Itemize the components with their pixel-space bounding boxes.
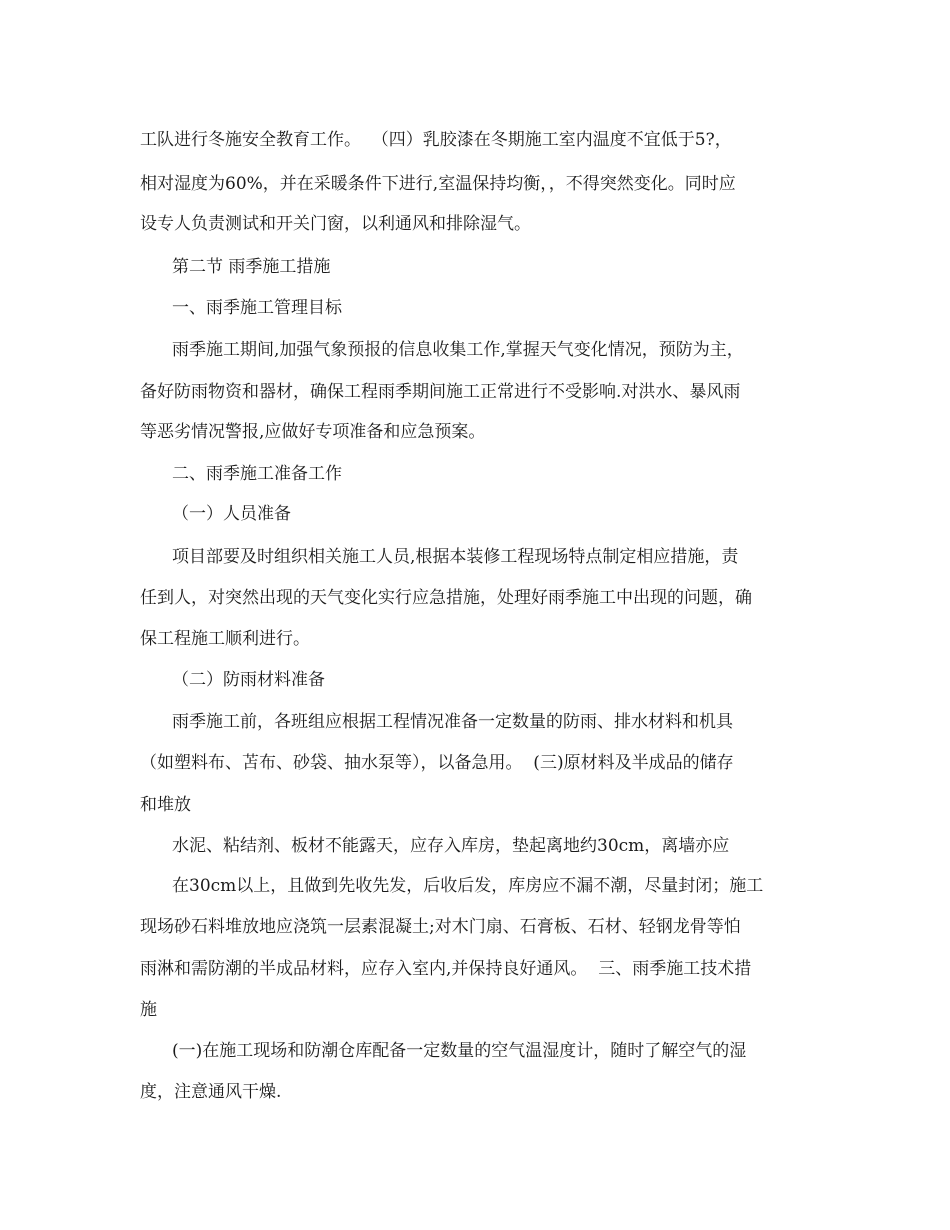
text-line: 水泥、粘结剂、板材不能露天，应存入库房，垫起离地约30cm，离墙亦应 <box>172 836 730 856</box>
text-line: 设专人负责测试和开关门窗，以利通风和排除湿气。 <box>140 214 531 234</box>
text-line: 现场砂石料堆放地应浇筑一层素混凝土;对木门扇、石膏板、石材、轻钢龙骨等怕 <box>140 917 741 937</box>
text-line: 度，注意通风干燥. <box>140 1082 282 1102</box>
subsection-heading: 二、雨季施工准备工作 <box>172 464 342 484</box>
text-line: 雨淋和需防潮的半成品材料，应存入室内,并保持良好通风。 三、雨季施工技术措 <box>140 959 752 979</box>
text-line: 项目部要及时组织相关施工人员,根据本装修工程现场特点制定相应措施，责 <box>172 547 739 567</box>
text-line: （如塑料布、苫布、砂袋、抽水泵等），以备急用。 (三)原材料及半成品的储存 <box>140 753 734 773</box>
text-line: 雨季施工期间,加强气象预报的信息收集工作,掌握天气变化情况，预防为主， <box>172 340 744 360</box>
text-line: 在30cm以上，且做到先收先发，后收后发，库房应不漏不潮，尽量封闭；施工 <box>172 876 764 896</box>
subsection-heading: （二）防雨材料准备 <box>172 670 325 690</box>
text-line: 任到人，对突然出现的天气变化实行应急措施，处理好雨季施工中出现的问题，确 <box>140 588 752 608</box>
text-line: 雨季施工前，各班组应根据工程情况准备一定数量的防雨、排水材料和机具 <box>172 712 733 732</box>
text-line: 相对湿度为60%，并在采暖条件下进行,室温保持均衡，，不得突然变化。同时应 <box>140 174 736 194</box>
text-line: 施 <box>140 1000 157 1020</box>
subsection-heading: 一、雨季施工管理目标 <box>172 298 342 318</box>
text-line: 保工程施工顺利进行。 <box>140 629 310 649</box>
section-heading: 第二节 雨季施工措施 <box>172 257 331 277</box>
text-line: 和堆放 <box>140 795 191 815</box>
text-line: 工队进行冬施安全教育工作。 （四）乳胶漆在冬期施工室内温度不宜低于5?， <box>140 130 732 150</box>
text-line: 备好防雨物资和器材，确保工程雨季期间施工正常进行不受影响.对洪水、暴风雨 <box>140 382 741 402</box>
subsection-heading: （一）人员准备 <box>172 504 291 524</box>
text-line: 等恶劣情况警报,应做好专项准备和应急预案。 <box>140 422 486 442</box>
text-line: (一)在施工现场和防潮仓库配备一定数量的空气温湿度计，随时了解空气的湿 <box>172 1041 747 1061</box>
